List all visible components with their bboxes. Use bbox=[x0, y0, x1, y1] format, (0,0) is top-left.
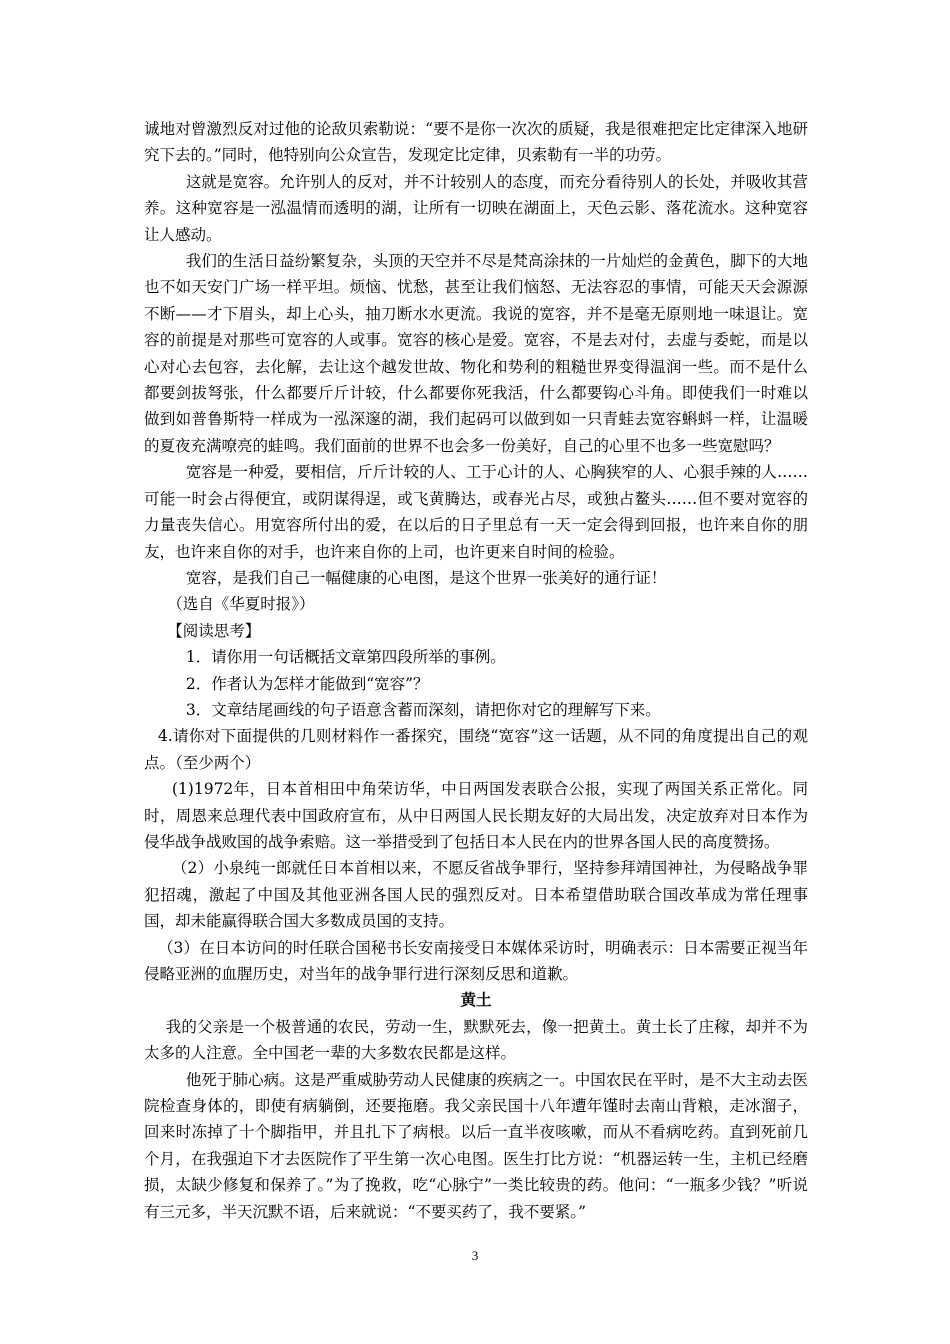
essay-paragraph-2: 这就是宽容。允许别人的反对，并不计较别人的态度，而充分看待别人的长处，并吸收其营养。这种宽容是一泓温情而透明的湖，让所有一切映在湖面上，天色云影、落花流水。这种宽容让人感动。 bbox=[144, 172, 808, 244]
page-number: 3 bbox=[471, 1248, 479, 1263]
material-3: （3）在日本访问的时任联合国秘书长安南接受日本媒体采访时，明确表示：日本需要正视当年侵略亚洲的血腥历史，对当年的战争罪行进行深刻反思和道歉。 bbox=[144, 938, 808, 983]
essay-paragraph-3: 我们的生活日益纷繁复杂，头顶的天空并不尽是梵高涂抹的一片灿烂的金黄色，脚下的大地也不如天安门广场一样平坦。烦恼、忧愁，甚至让我们恼怒、无法容忍的事情，可能天天会源源不断——才下眉头，却上心头，抽刀断水水更流。我说的宽容，并不是毫无原则地一味退让。宽容的前提是对那些可宽容的人或事。宽容的核心是爱。宽容，不是去对付，去虚与委蛇，而是以心对心去包容，去化解，去让这个越发世故、物化和势利的粗糙世界变得温润一些。而不是什么都要剑拔弩张，什么都要斤斤计较，什么都要你死我活，什么都要钩心斗角。即使我们一时难以做到如普鲁斯特一样成为一泓深邃的湖，我们起码可以做到如一只青蛙去宽容蝌蚪一样，让温暖的夏夜充满嘹亮的蛙鸣。我们面前的世界不也会多一份美好，自己的心里不也多一些宽慰吗？ bbox=[144, 252, 808, 455]
reading-heading: 【阅读思考】 bbox=[167, 621, 261, 640]
material-1: (1)1972年，日本首相田中角荣访华，中日两国发表联合公报，实现了两国关系正常化。同时，周恩来总理代表中国政府宣布，从中日两国人民长期友好的大局出发，决定放弃对日本作为侵华战争战败国的战争索赔。这一举措受到了包括日本人民在内的世界各国人民的高度赞扬。 bbox=[144, 780, 808, 851]
essay-source: （选自《华夏时报》） bbox=[167, 595, 315, 614]
question-2: 2．作者认为怎样才能做到“宽容”？ bbox=[185, 674, 429, 693]
story-paragraph-1: 我的父亲是一个极普通的农民，劳动一生，默默死去，像一把黄土。黄土长了庄稼，却并不为太多的人注意。全中国老一辈的大多数农民都是这样。 bbox=[144, 1017, 808, 1063]
story-title: 黄土 bbox=[460, 991, 492, 1010]
task-4: 4.请你对下面提供的几则材料作一番探究，围绕“宽容”这一话题，从不同的角度提出自己的观点。（至少两个） bbox=[144, 727, 808, 772]
essay-paragraph-4: 宽容是一种爱，要相信，斤斤计较的人、工于心计的人、心胸狭窄的人、心狠手辣的人……可能一时会占得便宜，或阴谋得逞，或飞黄腾达，或春光占尽，或独占鳌头……但不要对宽容的力量丧失信心。用宽容所付出的爱，在以后的日子里总有一天一定会得到回报，也许来自你的朋友，也许来自你的对手，也许来自你的上司，也许更来自时间的检验。 bbox=[144, 463, 808, 561]
question-3: 3．文章结尾画线的句子语意含蓄而深刻，请把你对它的理解写下来。 bbox=[185, 700, 661, 719]
essay-paragraph-5: 宽容，是我们自己一幅健康的心电图，是这个世界一张美好的通行证！ bbox=[185, 568, 667, 587]
story-paragraph-2: 他死于肺心病。这是严重威胁劳动人民健康的疾病之一。中国农民在平时，是不大主动去医院检查身体的，即使有病躺倒，还要拖磨。我父亲民国十八年遭年馑时去南山背粮，走冰溜子，回来时冻掉了十个脚指甲，并且扎下了病根。以后一直半夜咳嗽，而从不看病吃药。直到死前几个月，在我强迫下才去医院作了平生第一次心电图。医生打比方说：“机器运转一生，主机已经磨损，太缺少修复和保养了。”为了挽救，吃“心脉宁”一类比较贵的药。他问：“一瓶多少钱？”听说有三元多，半天沉默不语，后来就说：“不要买药了，我不要紧。” bbox=[144, 1070, 808, 1221]
question-1: 1．请你用一句话概括文章第四段所举的事例。 bbox=[185, 648, 506, 667]
document-page bbox=[144, 116, 808, 1225]
essay-paragraph-1: 诚地对曾激烈反对过他的论敌贝索勒说：“要不是你一次次的质疑，我是很难把定比定律深入地研究下去的。”同时，他特别向公众宣告，发现定比定律，贝索勒有一半的功劳。 bbox=[144, 120, 808, 165]
material-2: （2）小泉纯一郎就任日本首相以来，不愿反省战争罪行，坚持参拜靖国神社，为侵略战争罪犯招魂，激起了中国及其他亚洲各国人民的强烈反对。日本希望借助联合国改革成为常任理事国，却未能赢得联合国大多数成员国的支持。 bbox=[144, 859, 808, 931]
